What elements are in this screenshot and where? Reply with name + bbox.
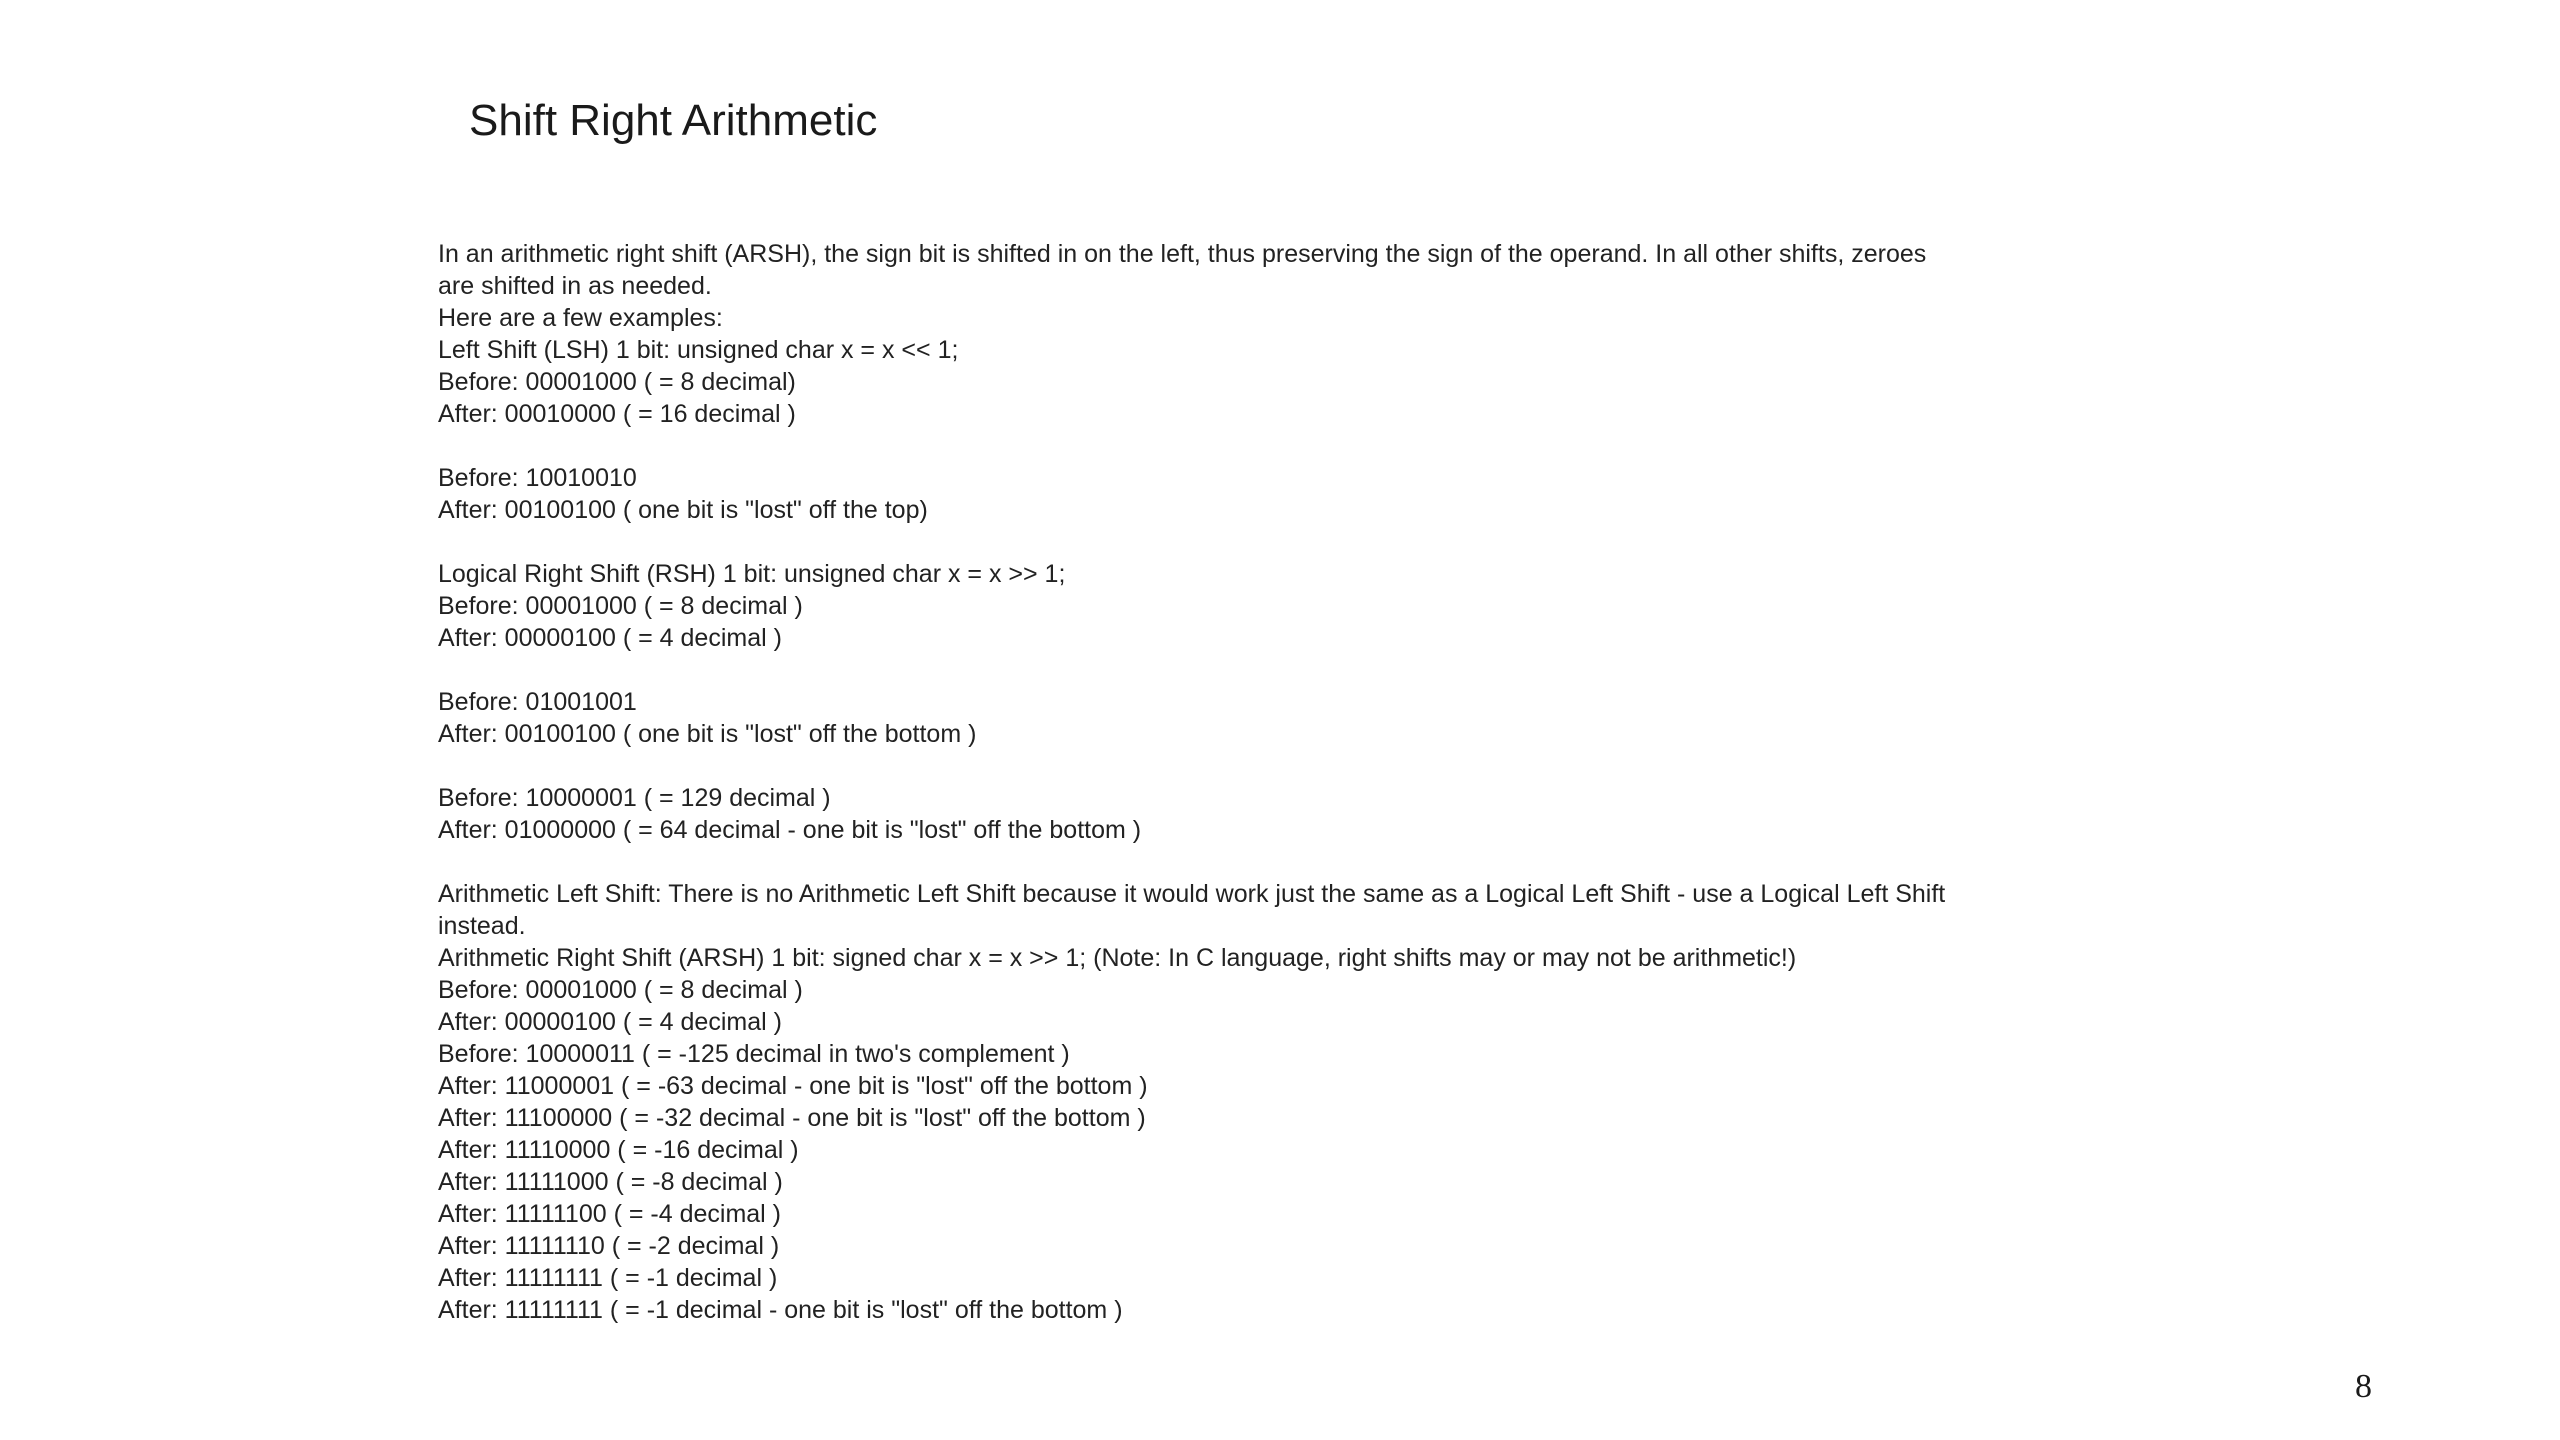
- body-line: Before: 10000011 ( = -125 decimal in two's complement ): [438, 1040, 1070, 1068]
- body-line: After: 11100000 ( = -32 decimal - one bit is "lost" off the bottom ): [438, 1104, 1146, 1132]
- blank-line: [438, 846, 2078, 878]
- body-line: After: 00100100 ( one bit is "lost" off the top): [438, 496, 928, 524]
- body-line: After: 00000100 ( = 4 decimal ): [438, 624, 782, 652]
- body-line: Left Shift (LSH) 1 bit: unsigned char x = x << 1;: [438, 336, 959, 364]
- body-line: In an arithmetic right shift (ARSH), the sign bit is shifted in on the left, thus preserving the sign of the operand. In all other shifts, zeroes: [438, 240, 1927, 268]
- body-line: Here are a few examples:: [438, 304, 723, 332]
- body-line: Before: 00001000 ( = 8 decimal): [438, 368, 796, 396]
- blank-line: [438, 526, 2078, 558]
- body-line: Logical Right Shift (RSH) 1 bit: unsigned char x = x >> 1;: [438, 560, 1066, 588]
- body-line: After: 11111111 ( = -1 decimal ): [438, 1264, 778, 1292]
- blank-line: [438, 654, 2078, 686]
- body-line: After: 11111111 ( = -1 decimal - one bit is "lost" off the bottom ): [438, 1296, 1123, 1324]
- body-line: After: 11111100 ( = -4 decimal ): [438, 1200, 781, 1228]
- body-line: are shifted in as needed.: [438, 272, 712, 300]
- body-line: Before: 00001000 ( = 8 decimal ): [438, 592, 803, 620]
- blank-line: [438, 430, 2078, 462]
- body-line: After: 00010000 ( = 16 decimal ): [438, 400, 796, 428]
- slide-title: Shift Right Arithmetic: [469, 96, 878, 145]
- body-line: After: 01000000 ( = 64 decimal - one bit is "lost" off the bottom ): [438, 816, 1142, 844]
- body-line: After: 11111110 ( = -2 decimal ): [438, 1232, 780, 1260]
- body-line: After: 00000100 ( = 4 decimal ): [438, 1008, 782, 1036]
- body-line: After: 11000001 ( = -63 decimal - one bit is "lost" off the bottom ): [438, 1072, 1148, 1100]
- body-line: After: 11111000 ( = -8 decimal ): [438, 1168, 783, 1196]
- body-line: After: 00100100 ( one bit is "lost" off the bottom ): [438, 720, 977, 748]
- page-number: 8: [2355, 1368, 2372, 1405]
- slide-body: [438, 238, 2078, 1326]
- body-line: Before: 01001001: [438, 688, 637, 716]
- body-line: Before: 10010010: [438, 464, 637, 492]
- body-line: Before: 10000001 ( = 129 decimal ): [438, 784, 831, 812]
- body-line: instead.: [438, 912, 526, 940]
- body-line: Arithmetic Left Shift: There is no Arithmetic Left Shift because it would work just the same as a Logical Left Shift - use a Logical Left Shift: [438, 880, 1946, 908]
- body-line: Arithmetic Right Shift (ARSH) 1 bit: signed char x = x >> 1; (Note: In C language, right shifts may or may not be arithmetic!): [438, 944, 1797, 972]
- blank-line: [438, 750, 2078, 782]
- body-line: After: 11110000 ( = -16 decimal ): [438, 1136, 799, 1164]
- body-line: Before: 00001000 ( = 8 decimal ): [438, 976, 803, 1004]
